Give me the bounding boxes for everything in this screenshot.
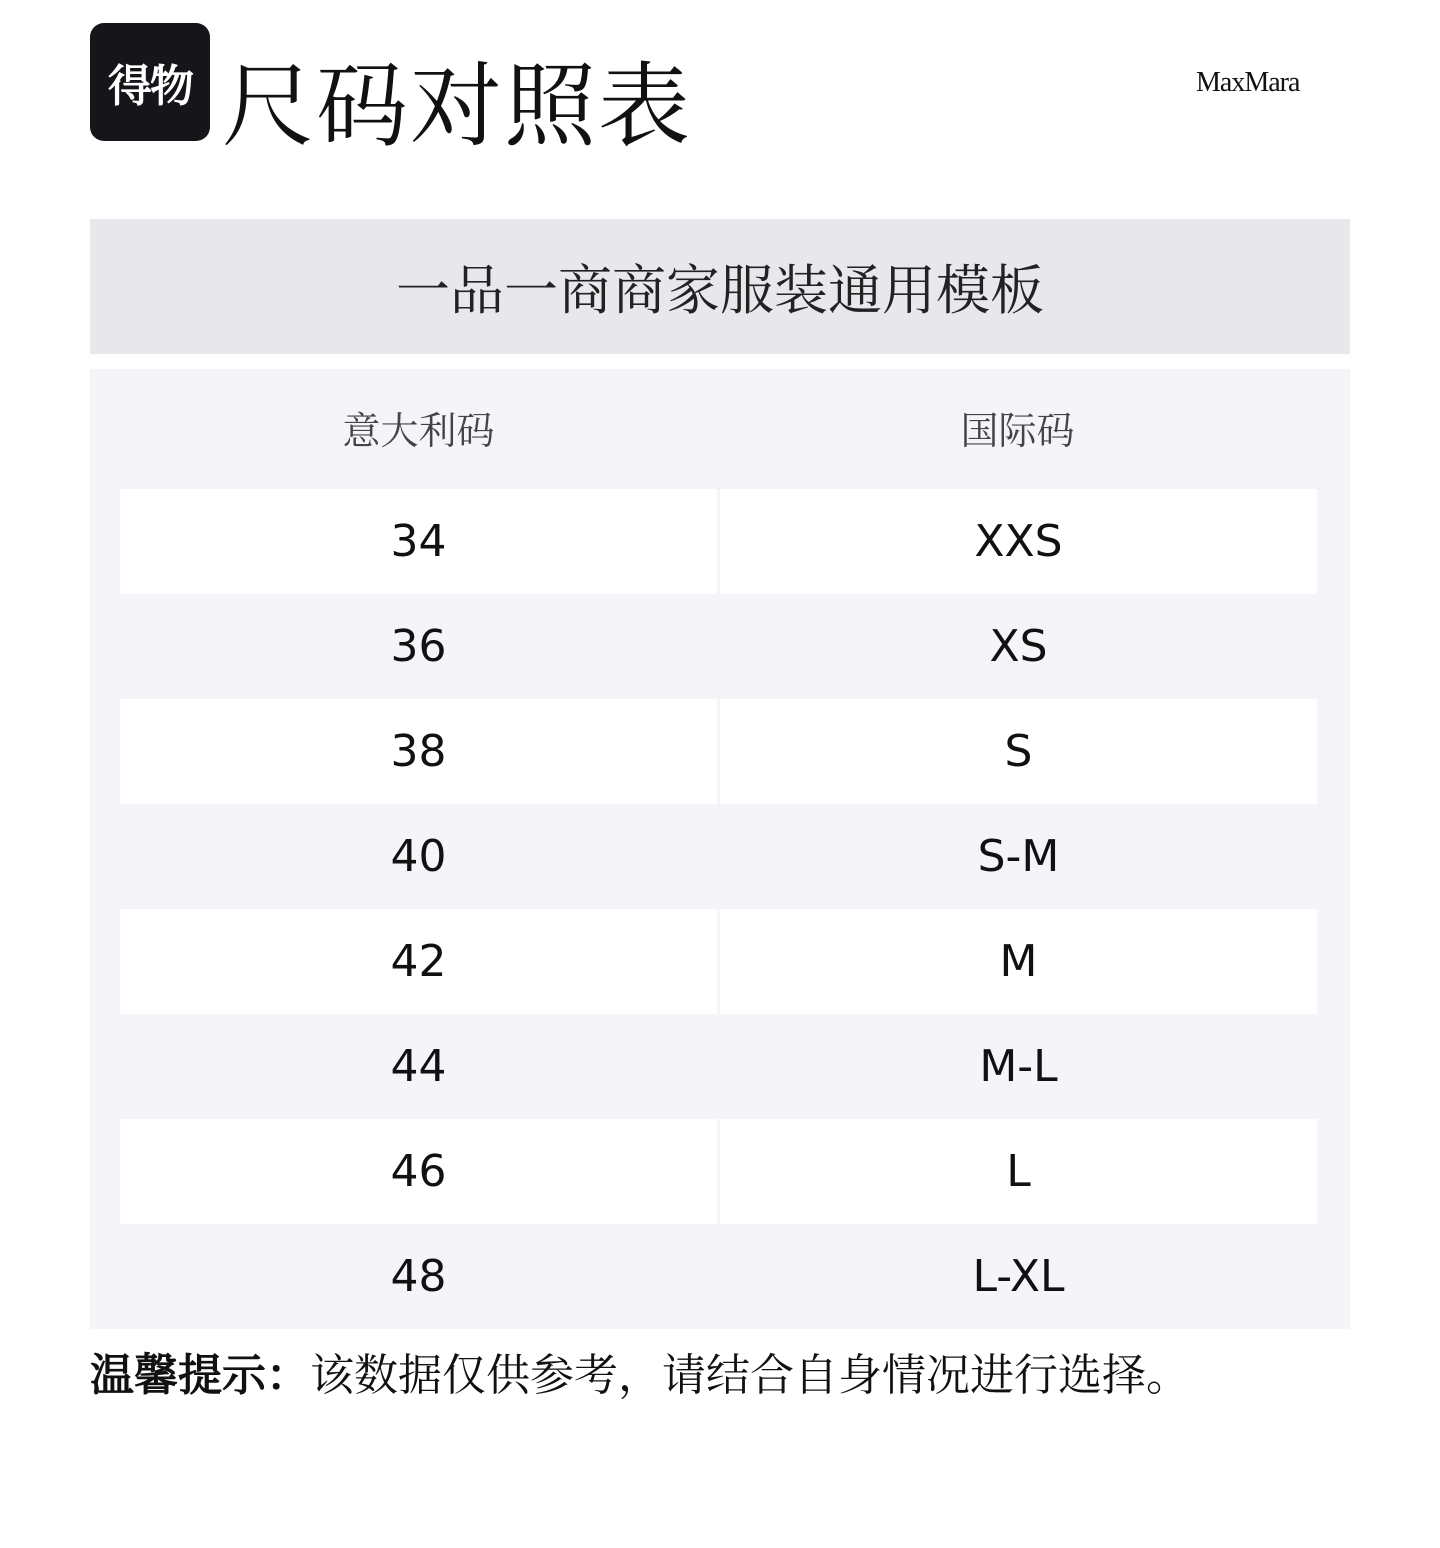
app-logo-text: 得物 [108,61,192,112]
italian-size-cell: 40 [390,831,447,882]
table-row [120,804,1317,909]
international-size-cell: L-XL [972,1251,1065,1302]
size-table [90,369,1350,1329]
table-row [120,1224,1317,1329]
italian-size-cell: 42 [120,909,717,1014]
italian-size-cell: 46 [120,1119,717,1224]
tip-text: 该数据仅供参考，请结合自身情况进行选择。 [310,1350,1190,1401]
brand-logo: MaxMara [1196,67,1300,98]
international-size-cell: M [720,909,1317,1014]
international-size-cell: S-M [977,831,1060,882]
international-size-cell: XS [989,621,1048,672]
table-row [120,594,1317,699]
international-size-cell: S [720,699,1317,804]
app-logo [90,23,210,141]
italian-size-cell: 38 [120,699,717,804]
table-row [120,489,1317,594]
italian-size-cell: 48 [390,1251,447,1302]
table-row [120,909,1317,1014]
italian-size-cell: 44 [390,1041,447,1092]
column-header-international-size: 国际码 [960,409,1075,453]
table-row [120,1119,1317,1224]
tip-label: 温馨提示： [90,1350,310,1401]
international-size-cell: L [720,1119,1317,1224]
template-banner [90,219,1350,354]
international-size-cell: XXS [720,489,1317,594]
tip-note [90,1346,1190,1406]
international-size-cell: M-L [979,1041,1058,1092]
italian-size-cell: 34 [120,489,717,594]
page-title: 尺码对照表 [222,53,693,160]
column-header-italian-size: 意大利码 [342,409,495,453]
italian-size-cell: 36 [390,621,447,672]
template-title: 一品一商商家服装通用模板 [396,259,1044,322]
table-row [120,1014,1317,1119]
table-row [120,699,1317,804]
size-table-rows [120,489,1317,1329]
